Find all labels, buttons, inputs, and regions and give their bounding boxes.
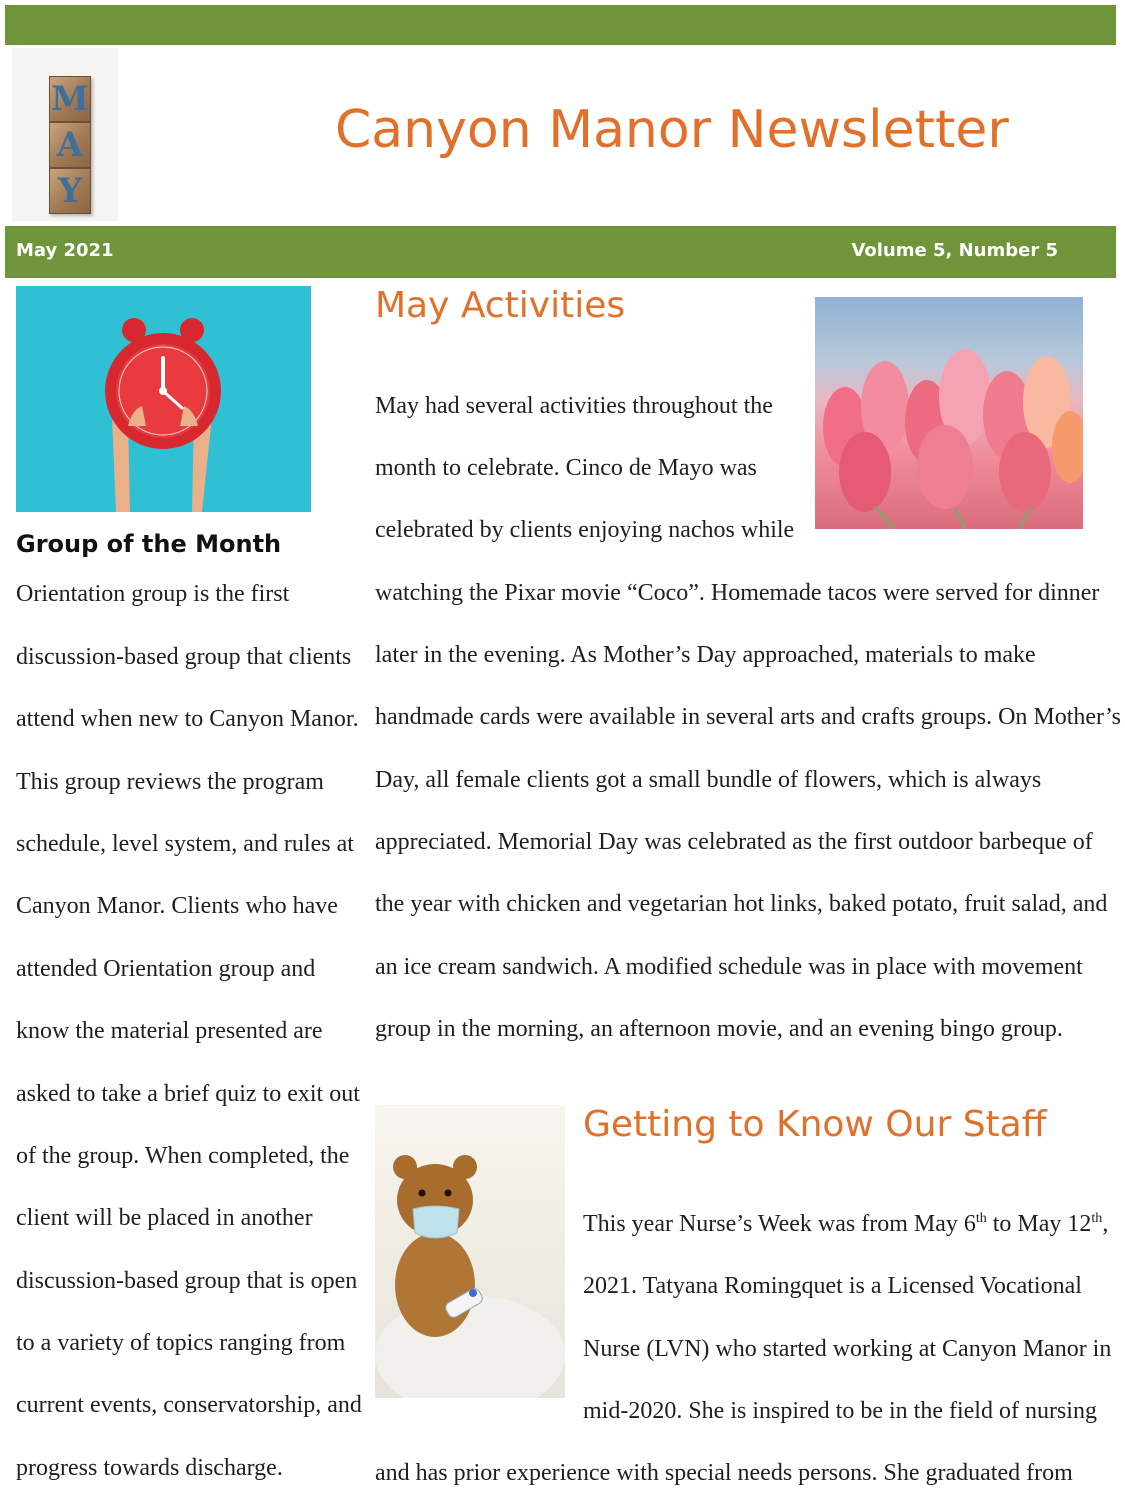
teddy-bear-photo <box>375 1105 565 1398</box>
logo-block-y: Y <box>49 168 91 214</box>
activities-line: May had several activities throughout the <box>375 393 773 419</box>
sidebar-line: progress towards discharge. <box>16 1455 283 1481</box>
sidebar-line: to a variety of topics ranging from <box>16 1330 346 1356</box>
staff-line: Nurse (LVN) who started working at Canyon Manor in <box>583 1336 1112 1362</box>
activities-line: month to celebrate. Cinco de Mayo was <box>375 455 757 481</box>
activities-line: the year with chicken and vegetarian hot links, baked potato, fruit salad, and <box>375 891 1108 917</box>
activities-line: group in the morning, an afternoon movie, and an evening bingo group. <box>375 1016 1063 1042</box>
ordinal-suffix: th <box>1091 1211 1103 1226</box>
activities-line: an ice cream sandwich. A modified schedule was in place with movement <box>375 954 1083 980</box>
sidebar-line: Canyon Manor. Clients who have <box>16 893 338 919</box>
alarm-clock-photo <box>16 286 311 512</box>
sidebar-line: discussion-based group that is open <box>16 1268 358 1294</box>
sidebar-line: of the group. When completed, the <box>16 1143 350 1169</box>
issue-volume: Volume 5, Number 5 <box>851 240 1058 261</box>
sidebar-line: current events, conservatorship, and <box>16 1392 362 1418</box>
activities-line: later in the evening. As Mother’s Day approached, materials to make <box>375 642 1036 668</box>
logo-block-m: M <box>49 76 91 122</box>
activities-line: watching the Pixar movie “Coco”. Homemade tacos were served for dinner <box>375 580 1100 606</box>
issue-date: May 2021 <box>16 240 114 261</box>
staff-line-part: to May 12 <box>986 1211 1092 1237</box>
sidebar-line: attend when new to Canyon Manor. <box>16 706 359 732</box>
activities-line: Day, all female clients got a small bundle of flowers, which is always <box>375 767 1042 793</box>
sidebar-line: This group reviews the program <box>16 769 324 795</box>
may-blocks-logo <box>12 48 118 221</box>
sidebar-line: schedule, level system, and rules at <box>16 831 354 857</box>
staff-line: mid-2020. She is inspired to be in the field of nursing <box>583 1398 1097 1424</box>
date-banner-bar <box>5 226 1116 278</box>
sidebar-line: attended Orientation group and <box>16 956 316 982</box>
tulips-photo <box>815 297 1083 529</box>
may-activities-heading: May Activities <box>375 285 626 326</box>
top-banner-bar <box>5 5 1116 45</box>
staff-line-part: , <box>1102 1211 1109 1237</box>
activities-line: celebrated by clients enjoying nachos while <box>375 517 795 543</box>
sidebar-line: know the material presented are <box>16 1018 323 1044</box>
newsletter-title: Canyon Manor Newsletter <box>335 100 1009 160</box>
staff-line <box>583 1209 1108 1239</box>
sidebar-line: asked to take a brief quiz to exit out <box>16 1081 360 1107</box>
activities-line: handmade cards were available in several arts and crafts groups. On Mother’s <box>375 704 1121 730</box>
staff-line: and has prior experience with special needs persons. She graduated from <box>375 1460 1073 1486</box>
logo-block-a: A <box>49 122 91 168</box>
ordinal-suffix: th <box>975 1211 987 1226</box>
sidebar-line: Orientation group is the first <box>16 581 290 607</box>
activities-line: appreciated. Memorial Day was celebrated as the first outdoor barbeque of <box>375 829 1093 855</box>
staff-heading: Getting to Know Our Staff <box>583 1104 1047 1145</box>
staff-line-part: This year Nurse’s Week was from May 6 <box>583 1211 976 1237</box>
sidebar-line: discussion-based group that clients <box>16 644 352 670</box>
sidebar-line: client will be placed in another <box>16 1205 313 1231</box>
staff-line: 2021. Tatyana Romingquet is a Licensed Vocational <box>583 1273 1082 1299</box>
group-of-month-heading: Group of the Month <box>16 530 282 558</box>
